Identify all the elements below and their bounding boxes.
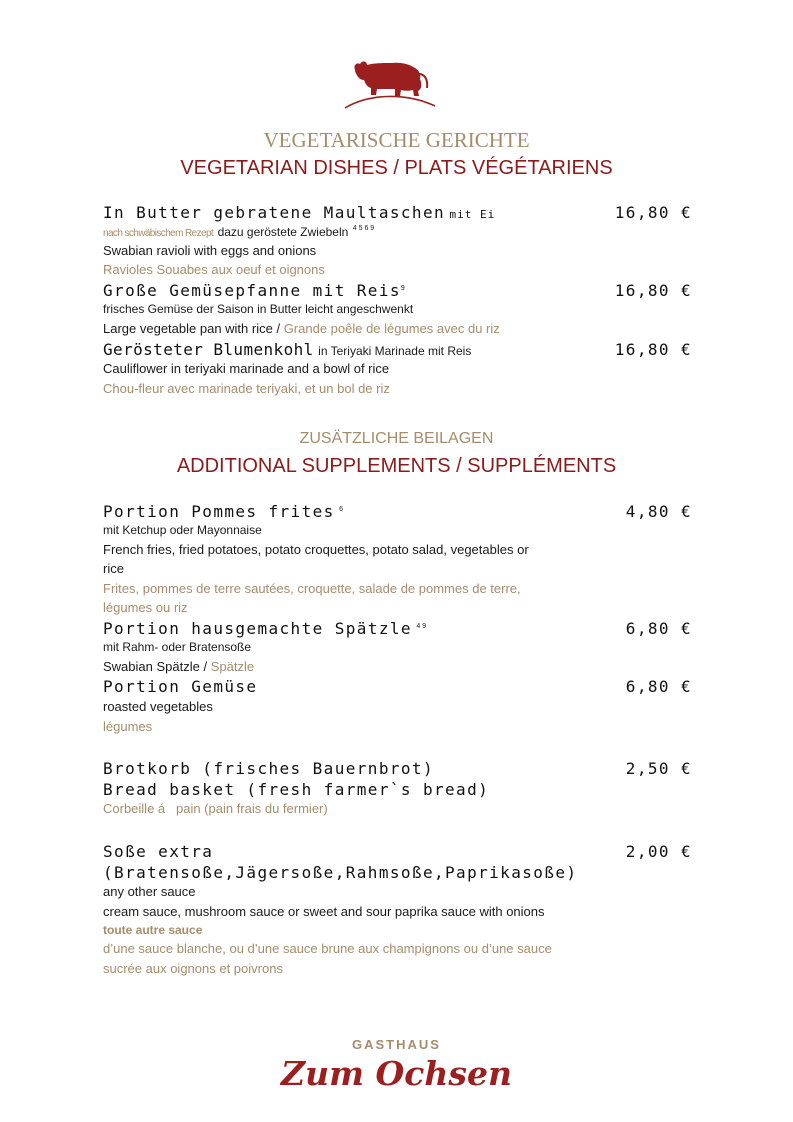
footer-gasthaus-label: GASTHAUS — [352, 1037, 441, 1052]
dish-name-bread-en: Bread basket (fresh farmer`s bread) — [103, 780, 490, 799]
desc-rest: dazu geröstete Zwiebeln — [217, 225, 349, 239]
section-title-de: ZUSÄTZLICHE BEILAGEN — [299, 430, 494, 447]
allergen-codes: 4 5 6 9 — [352, 225, 375, 232]
price: 4,80 € — [625, 502, 692, 521]
dish-description-en: any other sauce — [103, 884, 196, 899]
desc-en: Swabian Spätzle / — [103, 659, 208, 674]
price: 6,80 € — [625, 619, 692, 638]
dish-description-fr: légumes ou riz — [103, 600, 188, 615]
dish-name: Gerösteter Blumenkohl — [103, 340, 314, 359]
menu-item-maultaschen — [103, 203, 495, 223]
dish-description-de — [103, 223, 374, 241]
allergen-codes: 9 — [400, 285, 405, 292]
price: 6,80 € — [625, 677, 692, 696]
desc-en: Large vegetable pan with rice / — [103, 321, 281, 336]
menu-item-gemuese — [103, 677, 257, 697]
price: 2,00 € — [625, 842, 692, 861]
dish-description-fr: Corbeille á pain (pain frais du fermier) — [103, 801, 328, 816]
dish-description-fr: Frites, pommes de terre sautées, croquette, salade de pommes de terre, — [103, 581, 521, 596]
dish-description-en-fr — [103, 659, 254, 674]
dish-description-fr: Ravioles Souabes aux oeuf et oignons — [103, 262, 325, 277]
dish-description-en: cream sauce, mushroom sauce or sweet and sour paprika sauce with onions — [103, 904, 545, 919]
allergen-codes: 6 — [339, 506, 344, 513]
dish-name: In Butter gebratene Maultaschen — [103, 203, 446, 222]
dish-description-en: French fries, fried potatoes, potato croquettes, potato salad, vegetables or — [103, 542, 529, 557]
dish-name: Portion Gemüse — [103, 677, 258, 696]
allergen-codes: 4 9 — [416, 623, 427, 630]
dish-name-sauce: Soße extra — [103, 842, 214, 861]
dish-description-en-fr — [103, 321, 500, 336]
dish-name-suffix: mit Ei — [449, 208, 496, 221]
section-title-en-fr: VEGETARIAN DISHES / PLATS VÉGÉTARIENS — [180, 157, 613, 179]
dish-description-en: roasted vegetables — [103, 699, 213, 714]
dish-description-fr-bold: toute autre sauce — [103, 923, 203, 937]
section-title-en-fr: ADDITIONAL SUPPLEMENTS / SUPPLÉMENTS — [176, 455, 617, 477]
dish-name-suffix: in Teriyaki Marinade mit Reis — [318, 344, 472, 358]
menu-item-pommes — [103, 502, 343, 522]
dish-name: Portion hausgemachte Spätzle — [103, 619, 412, 638]
menu-item-blumenkohl — [103, 340, 471, 360]
dish-description-en: Swabian ravioli with eggs and onions — [103, 243, 317, 258]
price: 2,50 € — [625, 759, 692, 778]
dish-description-en: Cauliflower in teriyaki marinade and a bowl of rice — [103, 361, 390, 376]
desc-tiny: nach schwäbischem Rezept — [103, 228, 214, 239]
dish-name-bread-de: Brotkorb (frisches Bauernbrot) — [103, 759, 434, 778]
dish-description-en: rice — [103, 561, 124, 576]
dish-description-fr: sucrée aux oignons et poivrons — [103, 961, 283, 976]
dish-description-fr: Chou-fleur avec marinade teriyaki, et un bol de riz — [103, 381, 390, 396]
dish-name: Portion Pommes frites — [103, 502, 335, 521]
price: 16,80 € — [614, 203, 692, 222]
desc-fr: Spätzle — [210, 659, 255, 674]
dish-description-de: mit Ketchup oder Mayonnaise — [103, 523, 262, 537]
dish-description-de: frisches Gemüse der Saison in Butter leicht angeschwenkt — [103, 302, 414, 316]
dish-description-fr: légumes — [103, 719, 153, 734]
section-title-de: VEGETARISCHE GERICHTE — [263, 128, 530, 152]
dish-name-sauce-list: (Bratensoße,Jägersoße,Rahmsoße,Paprikasoße) — [103, 863, 578, 882]
menu-item-spaetzle — [103, 619, 426, 639]
price: 16,80 € — [614, 340, 692, 359]
dish-description-de: mit Rahm- oder Bratensoße — [103, 640, 252, 654]
dish-name: Große Gemüsepfanne mit Reis — [103, 281, 401, 300]
price: 16,80 € — [614, 281, 692, 300]
dish-description-fr: d’une sauce blanche, ou d’une sauce brune aux champignons ou d’une sauce — [103, 941, 552, 956]
desc-fr: Grande poêle de légumes avec du riz — [283, 321, 500, 336]
ox-logo-icon — [343, 56, 437, 110]
menu-item-gemuesepfanne — [103, 281, 405, 301]
footer-brand-logo: Zum Ochsen — [281, 1054, 512, 1093]
